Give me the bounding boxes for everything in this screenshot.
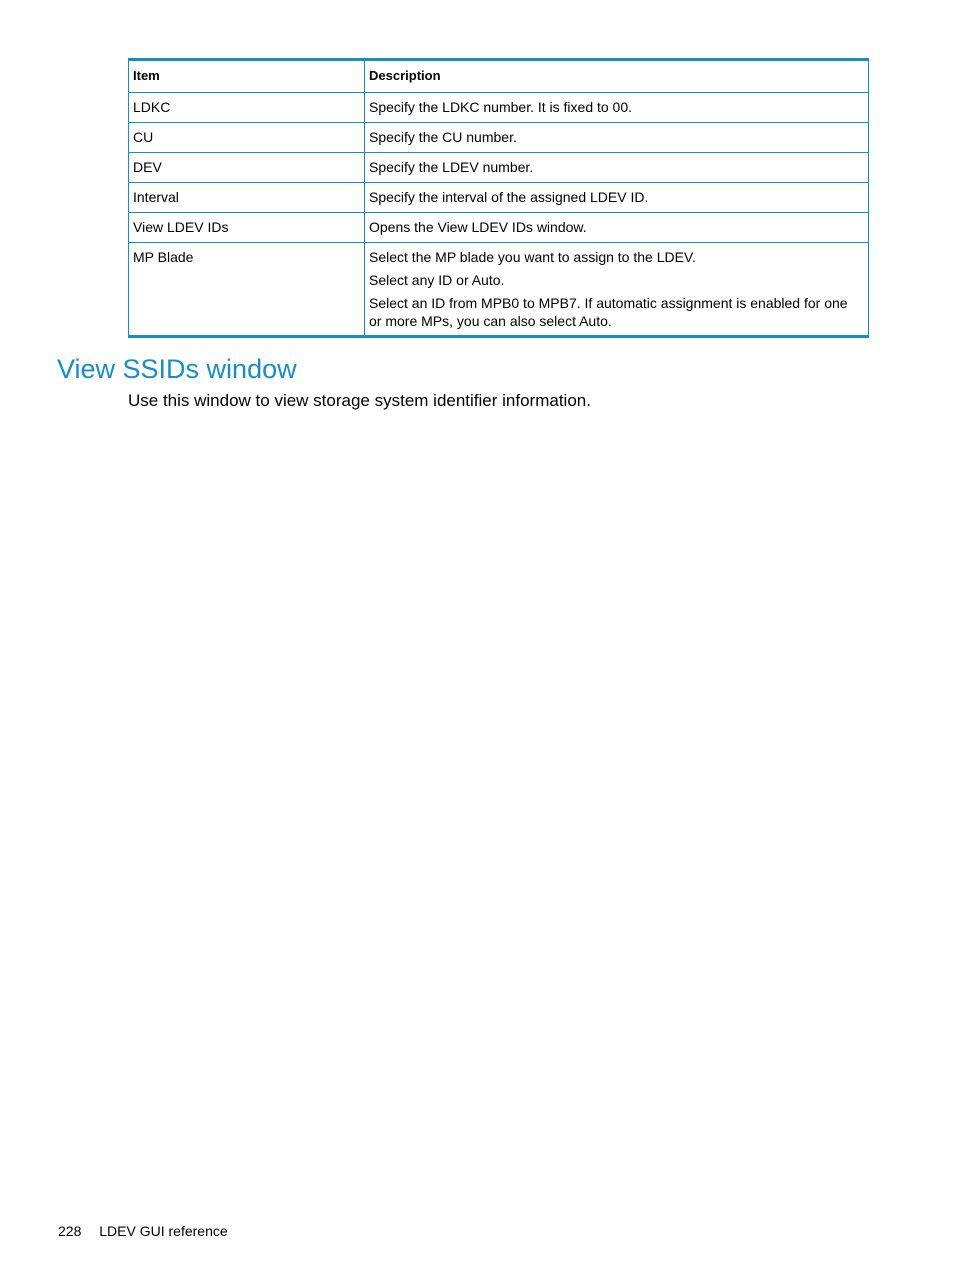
table-header-row bbox=[129, 60, 869, 93]
description-text: Select any ID or Auto. bbox=[369, 272, 505, 288]
description-text: Select the MP blade you want to assign to the LDEV. bbox=[369, 249, 696, 265]
section-intro: Use this window to view storage system identifier information. bbox=[128, 391, 591, 410]
row-item: CU bbox=[129, 123, 365, 153]
row-description bbox=[365, 123, 869, 153]
row-description bbox=[365, 213, 869, 243]
description-text: Opens the View LDEV IDs window. bbox=[369, 219, 587, 235]
description-text: Specify the CU number. bbox=[369, 129, 517, 145]
table-row bbox=[129, 243, 869, 337]
table-row bbox=[129, 213, 869, 243]
row-description bbox=[365, 243, 869, 337]
table-row bbox=[129, 153, 869, 183]
row-item: Interval bbox=[129, 183, 365, 213]
chapter-title: LDEV GUI reference bbox=[99, 1223, 228, 1239]
row-item: LDKC bbox=[129, 93, 365, 123]
row-item: View LDEV IDs bbox=[129, 213, 365, 243]
parameter-table bbox=[128, 58, 869, 338]
row-description bbox=[365, 153, 869, 183]
table-row bbox=[129, 183, 869, 213]
row-description bbox=[365, 93, 869, 123]
row-item: DEV bbox=[129, 153, 365, 183]
row-item: MP Blade bbox=[129, 243, 365, 337]
description-text: Specify the LDKC number. It is fixed to 00. bbox=[369, 99, 633, 115]
column-header-description: Description bbox=[365, 60, 869, 93]
description-text: Specify the interval of the assigned LDEV ID. bbox=[369, 189, 649, 205]
page-number: 228 bbox=[58, 1223, 82, 1239]
section-title: View SSIDs window bbox=[57, 354, 297, 384]
table-row bbox=[129, 123, 869, 153]
column-header-item: Item bbox=[129, 60, 365, 93]
row-description bbox=[365, 183, 869, 213]
table-row bbox=[129, 93, 869, 123]
page-footer bbox=[58, 1222, 228, 1240]
description-text: Specify the LDEV number. bbox=[369, 159, 534, 175]
description-text: Select an ID from MPB0 to MPB7. If automatic assignment is enabled for one or more MPs, you can also select Auto. bbox=[369, 295, 848, 329]
